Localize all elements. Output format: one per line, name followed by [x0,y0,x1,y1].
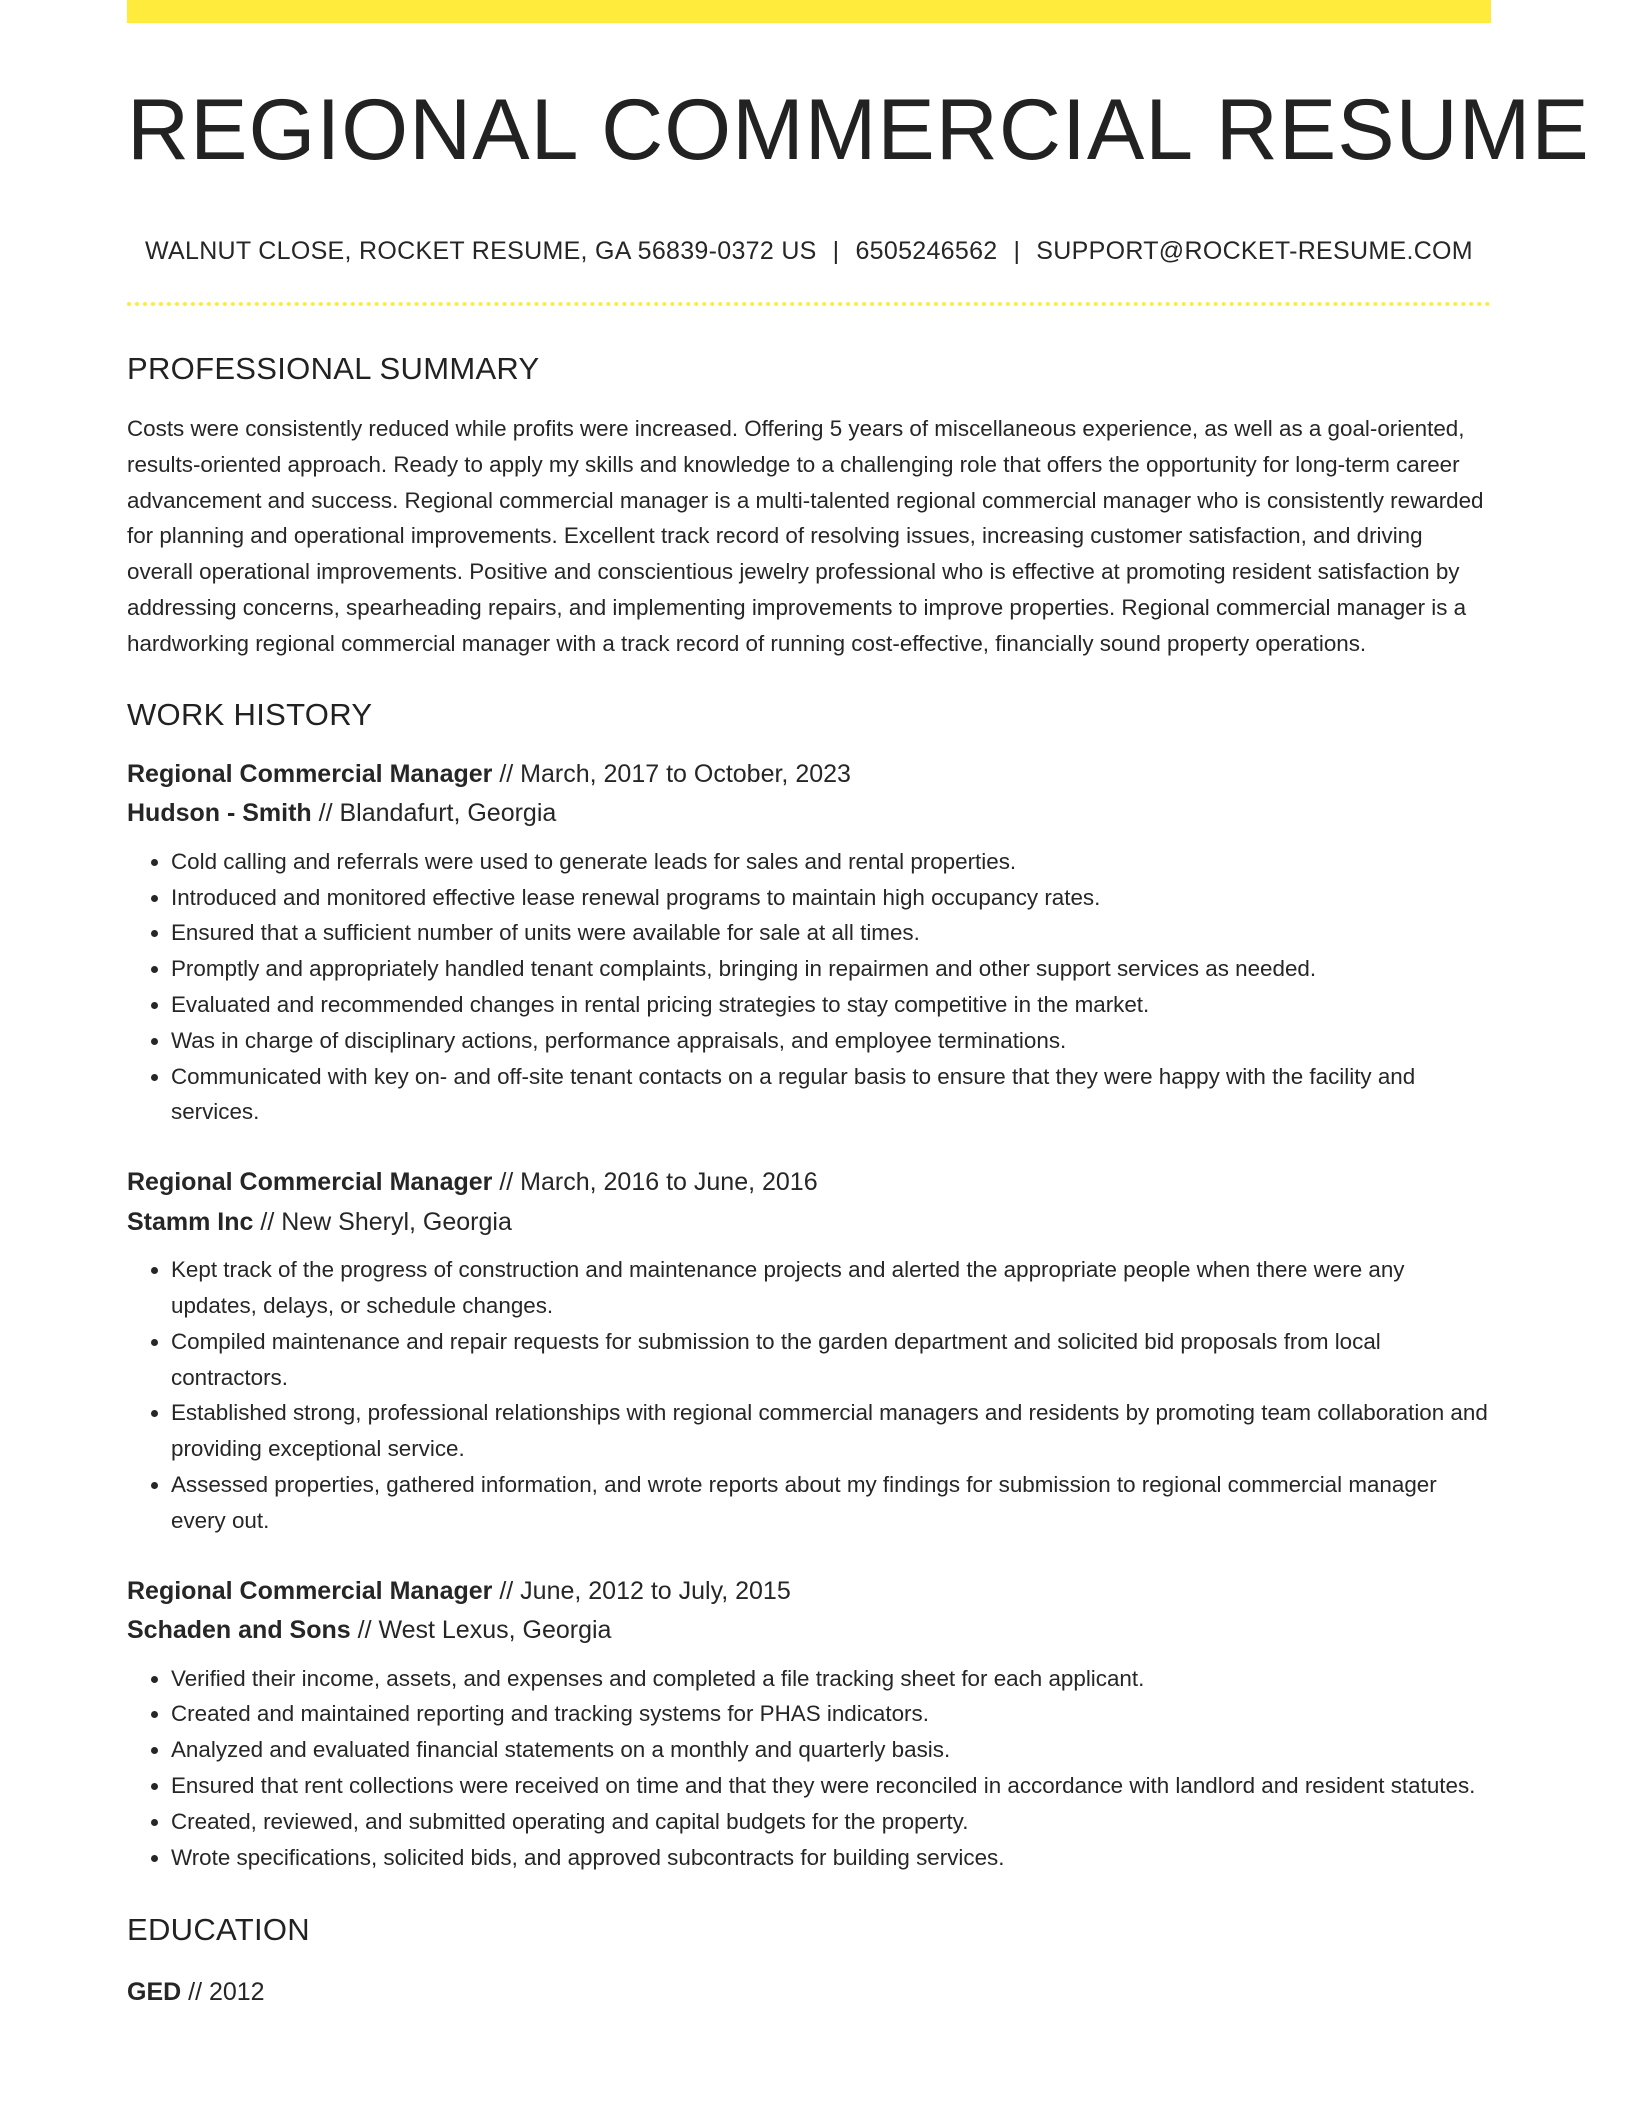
job-role: Regional Commercial Manager [127,1576,493,1605]
job-company: Schaden and Sons [127,1616,351,1645]
job-location: // New Sheryl, Georgia [253,1207,512,1236]
job-location: // West Lexus, Georgia [350,1616,612,1645]
dotted-divider [127,302,1491,306]
section-title-work-history: WORK HISTORY [127,696,373,732]
list-item: • Ensured that rent collections were received on time and that they were reconciled in accordance with landlord and resident statutes. [171,1768,1491,1804]
resume-page [127,0,1590,2012]
contact-line [127,236,1491,266]
education-year: // 2012 [181,1977,265,2006]
list-item: • Compiled maintenance and repair requests for submission to the garden department and solicited bid proposals from local contractors. [171,1324,1491,1396]
job-role: Regional Commercial Manager [127,1168,493,1197]
job-company-line [127,1203,1491,1243]
job-company-line [127,1611,1491,1651]
list-item: • Wrote specifications, solicited bids, and approved subcontracts for building services. [171,1840,1491,1876]
contact-separator: | [1013,236,1021,265]
list-item: • Kept track of the progress of construction and maintenance projects and alerted the appropriate people when there were any updates, delays, or schedule changes. [171,1252,1491,1324]
list-item: • Communicated with key on- and off-site tenant contacts on a regular basis to ensure that they were happy with the facility and services. [171,1059,1491,1131]
resume-name: REGIONAL COMMERCIAL RESUME [127,82,1590,178]
job-role-line [127,1572,1491,1612]
contact-phone: 6505246562 [855,236,998,265]
list-item: • Promptly and appropriately handled tenant complaints, bringing in repairmen and other support services as needed. [171,951,1491,987]
list-item: • Evaluated and recommended changes in rental pricing strategies to stay competitive in the market. [171,987,1491,1023]
education-entry [127,1973,1491,2013]
list-item: • Created, reviewed, and submitted operating and capital budgets for the property. [171,1804,1491,1840]
list-item: • Established strong, professional relationships with regional commercial managers and residents by promoting team collaboration and providing exceptional service. [171,1395,1491,1467]
job-company: Hudson - Smith [127,799,312,828]
section-title-summary: PROFESSIONAL SUMMARY [127,350,540,386]
list-item: • Was in charge of disciplinary actions, performance appraisals, and employee terminations. [171,1023,1491,1059]
job-dates: // March, 2017 to October, 2023 [492,759,851,788]
job-bullets [127,1252,1491,1538]
contact-email: SUPPORT@ROCKET-RESUME.COM [1036,236,1473,265]
job-role-line [127,1163,1491,1203]
job-bullets [127,844,1491,1130]
contact-separator: | [832,236,840,265]
list-item: • Verified their income, assets, and expenses and completed a file tracking sheet for each applicant. [171,1661,1491,1697]
contact-address: WALNUT CLOSE, ROCKET RESUME, GA 56839-0372 US [145,236,817,265]
job-role-line [127,755,1491,795]
job-entry [127,755,1491,1130]
job-dates: // June, 2012 to July, 2015 [492,1576,791,1605]
job-entry [127,1163,1491,1538]
job-bullets [127,1661,1491,1876]
job-company-line [127,794,1491,834]
job-role: Regional Commercial Manager [127,759,493,788]
list-item: • Created and maintained reporting and tracking systems for PHAS indicators. [171,1696,1491,1732]
job-company: Stamm Inc [127,1207,254,1236]
accent-top-bar [127,0,1491,23]
list-item: • Analyzed and evaluated financial statements on a monthly and quarterly basis. [171,1732,1491,1768]
summary-text: Costs were consistently reduced while profits were increased. Offering 5 years of miscellaneous experience, as well as a goal-oriented, results-oriented approach. Ready to apply my skills and knowledge to a challenging role that offers the opportunity for long-term career advancement and success. Regional commercial manager is a multi-talented regional commercial manager who is consistently rewarded for planning and operational improvements. Excellent track record of resolving issues, increasing customer satisfaction, and driving overall operational improvements. Positive and conscientious jewelry professional who is effective at promoting resident satisfaction by addressing concerns, spearheading repairs, and implementing improvements to improve properties. Regional commercial manager is a hardworking regional commercial manager with a track record of running cost-effective, financially sound property operations. [127,416,1484,656]
list-item: • Cold calling and referrals were used to generate leads for sales and rental properties. [171,844,1491,880]
education-degree: GED [127,1977,182,2006]
list-item: • Assessed properties, gathered information, and wrote reports about my findings for submission to regional commercial manager every out. [171,1467,1491,1539]
section-title-education: EDUCATION [127,1912,310,1948]
job-entry [127,1572,1491,1876]
list-item: • Introduced and monitored effective lease renewal programs to maintain high occupancy rates. [171,880,1491,916]
job-dates: // March, 2016 to June, 2016 [492,1168,818,1197]
job-location: // Blandafurt, Georgia [311,799,557,828]
list-item: • Ensured that a sufficient number of units were available for sale at all times. [171,915,1491,951]
